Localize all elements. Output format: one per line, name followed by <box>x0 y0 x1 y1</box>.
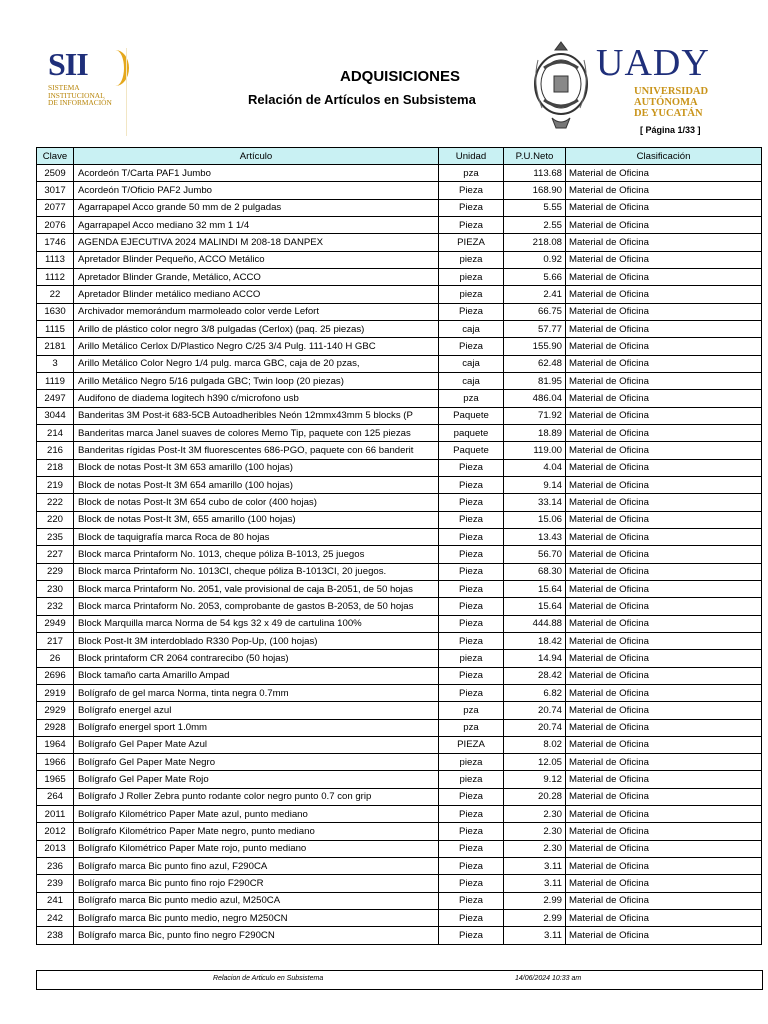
table-row <box>37 268 762 285</box>
cell-clasificacion: Material de Oficina <box>566 355 762 372</box>
cell-clasificacion: Material de Oficina <box>566 546 762 563</box>
cell-precio: 444.88 <box>504 615 566 632</box>
cell-clasificacion: Material de Oficina <box>566 615 762 632</box>
cell-unidad: Pieza <box>439 892 504 909</box>
table-row <box>37 407 762 424</box>
cell-unidad: Pieza <box>439 563 504 580</box>
table-row <box>37 355 762 372</box>
cell-clasificacion: Material de Oficina <box>566 268 762 285</box>
cell-unidad: Pieza <box>439 684 504 701</box>
cell-articulo: Block de notas Post-It 3M, 655 amarillo (100 hojas) <box>74 511 439 528</box>
cell-clave: 218 <box>37 459 74 476</box>
cell-precio: 2.30 <box>504 823 566 840</box>
cell-unidad: Pieza <box>439 303 504 320</box>
cell-precio: 2.99 <box>504 892 566 909</box>
cell-clave: 219 <box>37 476 74 493</box>
table-row <box>37 216 762 233</box>
cell-articulo: Bolígrafo Gel Paper Mate Azul <box>74 736 439 753</box>
cell-precio: 9.12 <box>504 771 566 788</box>
cell-clave: 2696 <box>37 667 74 684</box>
cell-articulo: Acordeón T/Carta PAF1 Jumbo <box>74 165 439 182</box>
cell-clasificacion: Material de Oficina <box>566 424 762 441</box>
cell-clasificacion: Material de Oficina <box>566 442 762 459</box>
cell-articulo: Bolígrafo Kilométrico Paper Mate negro, punto mediano <box>74 823 439 840</box>
cell-unidad: Pieza <box>439 806 504 823</box>
cell-unidad: Paquete <box>439 442 504 459</box>
articles-table <box>36 147 762 945</box>
cell-clave: 2929 <box>37 702 74 719</box>
cell-articulo: Block marca Printaform No. 1013, cheque póliza B-1013, 25 juegos <box>74 546 439 563</box>
cell-articulo: Bolígrafo Gel Paper Mate Rojo <box>74 771 439 788</box>
cell-clave: 2013 <box>37 840 74 857</box>
cell-clasificacion: Material de Oficina <box>566 580 762 597</box>
table-row <box>37 823 762 840</box>
cell-precio: 3.11 <box>504 927 566 944</box>
cell-unidad: PIEZA <box>439 234 504 251</box>
cell-precio: 5.66 <box>504 268 566 285</box>
cell-clasificacion: Material de Oficina <box>566 165 762 182</box>
cell-unidad: Pieza <box>439 667 504 684</box>
cell-precio: 18.89 <box>504 424 566 441</box>
cell-unidad: Paquete <box>439 407 504 424</box>
sii-logo-subtitle: SISTEMA INSTITUCIONAL DE INFORMACIÓN <box>48 83 112 108</box>
cell-articulo: Block Post-It 3M interdoblado R330 Pop-Up, (100 hojas) <box>74 632 439 649</box>
cell-clasificacion: Material de Oficina <box>566 286 762 303</box>
cell-precio: 62.48 <box>504 355 566 372</box>
footer-report-name: Relacion de Articulo en Subsistema <box>213 975 324 982</box>
cell-clave: 238 <box>37 927 74 944</box>
cell-clasificacion: Material de Oficina <box>566 528 762 545</box>
table-row <box>37 840 762 857</box>
cell-unidad: Pieza <box>439 199 504 216</box>
table-row <box>37 476 762 493</box>
column-header-articulo: Artículo <box>74 148 439 165</box>
table-row <box>37 858 762 875</box>
cell-articulo: Archivador memorándum marmoleado color verde Lefort <box>74 303 439 320</box>
cell-unidad: Pieza <box>439 528 504 545</box>
table-row <box>37 338 762 355</box>
cell-articulo: Apretador Blinder Grande, Metálico, ACCO <box>74 268 439 285</box>
table-row <box>37 303 762 320</box>
cell-clasificacion: Material de Oficina <box>566 234 762 251</box>
cell-articulo: Block marca Printaform No. 2051, vale provisional de caja B-2051, de 50 hojas <box>74 580 439 597</box>
cell-articulo: Banderitas marca Janel suaves de colores Memo Tip, paquete con 125 piezas <box>74 424 439 441</box>
cell-precio: 168.90 <box>504 182 566 199</box>
cell-clave: 3 <box>37 355 74 372</box>
cell-unidad: caja <box>439 372 504 389</box>
cell-clave: 241 <box>37 892 74 909</box>
cell-precio: 56.70 <box>504 546 566 563</box>
cell-clave: 1119 <box>37 372 74 389</box>
cell-clave: 264 <box>37 788 74 805</box>
cell-clasificacion: Material de Oficina <box>566 251 762 268</box>
cell-unidad: Pieza <box>439 476 504 493</box>
cell-articulo: Apretador Blinder metálico mediano ACCO <box>74 286 439 303</box>
cell-precio: 5.55 <box>504 199 566 216</box>
cell-clasificacion: Material de Oficina <box>566 806 762 823</box>
cell-unidad: Pieza <box>439 511 504 528</box>
cell-clasificacion: Material de Oficina <box>566 875 762 892</box>
cell-articulo: Block de notas Post-It 3M 654 amarillo (100 hojas) <box>74 476 439 493</box>
cell-articulo: Agarrapapel Acco grande 50 mm de 2 pulgadas <box>74 199 439 216</box>
sii-logo-arc <box>102 50 129 86</box>
table-row <box>37 667 762 684</box>
table-row <box>37 165 762 182</box>
cell-unidad: PIEZA <box>439 736 504 753</box>
cell-precio: 4.04 <box>504 459 566 476</box>
cell-unidad: Pieza <box>439 494 504 511</box>
cell-clave: 236 <box>37 858 74 875</box>
cell-clasificacion: Material de Oficina <box>566 788 762 805</box>
table-row <box>37 563 762 580</box>
cell-precio: 9.14 <box>504 476 566 493</box>
sii-logo-text: SII <box>48 46 88 82</box>
cell-precio: 15.64 <box>504 598 566 615</box>
cell-articulo: Arillo de plástico color negro 3/8 pulgadas (Cerlox) (paq. 25 piezas) <box>74 320 439 337</box>
table-row <box>37 390 762 407</box>
table-row <box>37 736 762 753</box>
cell-precio: 3.11 <box>504 858 566 875</box>
cell-clave: 216 <box>37 442 74 459</box>
cell-precio: 486.04 <box>504 390 566 407</box>
cell-precio: 155.90 <box>504 338 566 355</box>
cell-clave: 3044 <box>37 407 74 424</box>
cell-clasificacion: Material de Oficina <box>566 407 762 424</box>
cell-articulo: Block Marquilla marca Norma de 54 kgs 32 x 49 de cartulina 100% <box>74 615 439 632</box>
cell-clasificacion: Material de Oficina <box>566 216 762 233</box>
table-row <box>37 788 762 805</box>
cell-articulo: Arillo Metálico Cerlox D/Plastico Negro C/25 3/4 Pulg. 111-140 H GBC <box>74 338 439 355</box>
table-body <box>37 165 762 945</box>
cell-articulo: Block de notas Post-It 3M 653 amarillo (100 hojas) <box>74 459 439 476</box>
cell-unidad: pza <box>439 702 504 719</box>
table-row <box>37 875 762 892</box>
cell-clave: 2928 <box>37 719 74 736</box>
table-row <box>37 702 762 719</box>
table-row <box>37 910 762 927</box>
table-row <box>37 424 762 441</box>
table-row <box>37 650 762 667</box>
cell-unidad: Pieza <box>439 546 504 563</box>
cell-clave: 1966 <box>37 754 74 771</box>
cell-precio: 2.99 <box>504 910 566 927</box>
cell-clasificacion: Material de Oficina <box>566 372 762 389</box>
page-footer <box>36 970 763 990</box>
table-row <box>37 372 762 389</box>
table-row <box>37 632 762 649</box>
cell-articulo: Block printaform CR 2064 contrarecibo (50 hojas) <box>74 650 439 667</box>
sii-logo <box>44 46 130 114</box>
cell-clasificacion: Material de Oficina <box>566 719 762 736</box>
cell-clave: 3017 <box>37 182 74 199</box>
cell-clasificacion: Material de Oficina <box>566 667 762 684</box>
table-row <box>37 442 762 459</box>
cell-articulo: Apretador Blinder Pequeño, ACCO Metálico <box>74 251 439 268</box>
cell-clasificacion: Material de Oficina <box>566 684 762 701</box>
cell-clave: 26 <box>37 650 74 667</box>
cell-clasificacion: Material de Oficina <box>566 927 762 944</box>
cell-clave: 227 <box>37 546 74 563</box>
cell-articulo: Block marca Printaform No. 1013CI, cheque póliza B-1013CI, 20 juegos. <box>74 563 439 580</box>
cell-articulo: Acordeón T/Oficio PAF2 Jumbo <box>74 182 439 199</box>
cell-articulo: Bolígrafo marca Bic punto fino azul, F290CA <box>74 858 439 875</box>
cell-unidad: pieza <box>439 251 504 268</box>
cell-clave: 2497 <box>37 390 74 407</box>
cell-clave: 2509 <box>37 165 74 182</box>
cell-articulo: Block tamaño carta Amarillo Ampad <box>74 667 439 684</box>
cell-unidad: pza <box>439 165 504 182</box>
table-header-row <box>37 148 762 165</box>
cell-clasificacion: Material de Oficina <box>566 736 762 753</box>
cell-precio: 13.43 <box>504 528 566 545</box>
cell-clasificacion: Material de Oficina <box>566 910 762 927</box>
cell-articulo: Bolígrafo de gel marca Norma, tinta negra 0.7mm <box>74 684 439 701</box>
column-header-clasificacion: Clasificación <box>566 148 762 165</box>
cell-articulo: Bolígrafo Kilométrico Paper Mate rojo, punto mediano <box>74 840 439 857</box>
cell-clasificacion: Material de Oficina <box>566 303 762 320</box>
column-header-precio: P.U.Neto <box>504 148 566 165</box>
page-number: [ Página 1/33 ] <box>640 125 701 135</box>
page-title: ADQUISICIONES <box>339 68 460 85</box>
cell-unidad: pieza <box>439 286 504 303</box>
table-row <box>37 546 762 563</box>
cell-clasificacion: Material de Oficina <box>566 390 762 407</box>
cell-unidad: paquete <box>439 424 504 441</box>
cell-articulo: Banderitas rígidas Post-It 3M fluorescentes 686-PGO, paquete con 66 banderit <box>74 442 439 459</box>
cell-clave: 2949 <box>37 615 74 632</box>
table-row <box>37 320 762 337</box>
table-row <box>37 892 762 909</box>
cell-articulo: Bolígrafo marca Bic punto medio azul, M250CA <box>74 892 439 909</box>
cell-articulo: Block de notas Post-It 3M 654 cubo de color (400 hojas) <box>74 494 439 511</box>
uady-logo <box>596 42 710 119</box>
cell-unidad: pza <box>439 719 504 736</box>
cell-unidad: pieza <box>439 771 504 788</box>
cell-precio: 20.74 <box>504 702 566 719</box>
table-row <box>37 234 762 251</box>
cell-clasificacion: Material de Oficina <box>566 754 762 771</box>
table-row <box>37 806 762 823</box>
cell-precio: 20.74 <box>504 719 566 736</box>
cell-precio: 2.30 <box>504 840 566 857</box>
cell-precio: 12.05 <box>504 754 566 771</box>
cell-articulo: Bolígrafo J Roller Zebra punto rodante color negro punto 0.7 con grip <box>74 788 439 805</box>
cell-articulo: Audifono de diadema logitech h390 c/microfono usb <box>74 390 439 407</box>
footer-timestamp: 14/06/2024 10:33 am <box>515 975 582 982</box>
cell-articulo: Agarrapapel Acco mediano 32 mm 1 1/4 <box>74 216 439 233</box>
table-row <box>37 580 762 597</box>
cell-unidad: Pieza <box>439 875 504 892</box>
cell-clasificacion: Material de Oficina <box>566 320 762 337</box>
cell-clave: 1115 <box>37 320 74 337</box>
cell-clasificacion: Material de Oficina <box>566 858 762 875</box>
cell-clasificacion: Material de Oficina <box>566 182 762 199</box>
cell-precio: 218.08 <box>504 234 566 251</box>
cell-clasificacion: Material de Oficina <box>566 199 762 216</box>
table-row <box>37 286 762 303</box>
cell-clave: 2011 <box>37 806 74 823</box>
table-row <box>37 719 762 736</box>
cell-precio: 57.77 <box>504 320 566 337</box>
cell-clasificacion: Material de Oficina <box>566 476 762 493</box>
cell-articulo: Bolígrafo energel sport 1.0mm <box>74 719 439 736</box>
cell-unidad: Pieza <box>439 910 504 927</box>
cell-clave: 1964 <box>37 736 74 753</box>
cell-unidad: caja <box>439 320 504 337</box>
cell-precio: 8.02 <box>504 736 566 753</box>
cell-articulo: Arillo Metálico Negro 5/16 pulgada GBC; Twin loop (20 piezas) <box>74 372 439 389</box>
cell-articulo: Block de taquigrafía marca Roca de 80 hojas <box>74 528 439 545</box>
cell-precio: 15.06 <box>504 511 566 528</box>
cell-unidad: pieza <box>439 754 504 771</box>
university-seal-icon <box>530 38 592 134</box>
cell-precio: 0.92 <box>504 251 566 268</box>
cell-precio: 3.11 <box>504 875 566 892</box>
table-row <box>37 754 762 771</box>
cell-clasificacion: Material de Oficina <box>566 632 762 649</box>
cell-clave: 1746 <box>37 234 74 251</box>
cell-unidad: Pieza <box>439 182 504 199</box>
table-row <box>37 182 762 199</box>
cell-clasificacion: Material de Oficina <box>566 511 762 528</box>
cell-clave: 1965 <box>37 771 74 788</box>
cell-articulo: Bolígrafo energel azul <box>74 702 439 719</box>
cell-clave: 2012 <box>37 823 74 840</box>
cell-unidad: Pieza <box>439 216 504 233</box>
cell-clasificacion: Material de Oficina <box>566 494 762 511</box>
table-row <box>37 927 762 944</box>
cell-precio: 18.42 <box>504 632 566 649</box>
cell-unidad: Pieza <box>439 632 504 649</box>
cell-precio: 15.64 <box>504 580 566 597</box>
cell-articulo: Bolígrafo marca Bic, punto fino negro F290CN <box>74 927 439 944</box>
cell-articulo: Bolígrafo marca Bic punto medio, negro M250CN <box>74 910 439 927</box>
cell-articulo: Banderitas 3M Post-it 683-5CB Autoadheribles Neón 12mmx43mm 5 blocks (P <box>74 407 439 424</box>
table-row <box>37 684 762 701</box>
cell-clave: 217 <box>37 632 74 649</box>
cell-clave: 239 <box>37 875 74 892</box>
cell-clave: 22 <box>37 286 74 303</box>
cell-articulo: Block marca Printaform No. 2053, comprobante de gastos B-2053, de 50 hojas <box>74 598 439 615</box>
cell-precio: 2.55 <box>504 216 566 233</box>
cell-articulo: Arillo Metálico Color Negro 1/4 pulg. marca GBC, caja de 20 pzas, <box>74 355 439 372</box>
cell-articulo: Bolígrafo Gel Paper Mate Negro <box>74 754 439 771</box>
table-row <box>37 199 762 216</box>
cell-clasificacion: Material de Oficina <box>566 563 762 580</box>
cell-precio: 14.94 <box>504 650 566 667</box>
cell-clave: 2181 <box>37 338 74 355</box>
cell-clasificacion: Material de Oficina <box>566 823 762 840</box>
cell-clave: 235 <box>37 528 74 545</box>
column-header-unidad: Unidad <box>439 148 504 165</box>
logo-divider <box>126 48 127 136</box>
cell-precio: 68.30 <box>504 563 566 580</box>
cell-unidad: Pieza <box>439 459 504 476</box>
cell-unidad: caja <box>439 355 504 372</box>
cell-clave: 220 <box>37 511 74 528</box>
cell-unidad: Pieza <box>439 598 504 615</box>
table-row <box>37 494 762 511</box>
table-row <box>37 459 762 476</box>
cell-precio: 119.00 <box>504 442 566 459</box>
cell-precio: 20.28 <box>504 788 566 805</box>
cell-unidad: pza <box>439 390 504 407</box>
uady-logo-text: UADY <box>596 42 710 84</box>
table-row <box>37 598 762 615</box>
cell-unidad: Pieza <box>439 823 504 840</box>
cell-articulo: Bolígrafo Kilométrico Paper Mate azul, punto mediano <box>74 806 439 823</box>
cell-precio: 28.42 <box>504 667 566 684</box>
table-row <box>37 528 762 545</box>
cell-clave: 2077 <box>37 199 74 216</box>
cell-clasificacion: Material de Oficina <box>566 702 762 719</box>
cell-articulo: AGENDA EJECUTIVA 2024 MALINDI M 208-18 DANPEX <box>74 234 439 251</box>
cell-precio: 33.14 <box>504 494 566 511</box>
cell-unidad: pieza <box>439 650 504 667</box>
cell-precio: 71.92 <box>504 407 566 424</box>
cell-clave: 214 <box>37 424 74 441</box>
cell-clave: 242 <box>37 910 74 927</box>
cell-clave: 2076 <box>37 216 74 233</box>
cell-precio: 2.30 <box>504 806 566 823</box>
uady-logo-subtitle: UNIVERSIDAD AUTÓNOMA DE YUCATÁN <box>634 86 709 119</box>
cell-clave: 1112 <box>37 268 74 285</box>
cell-clasificacion: Material de Oficina <box>566 459 762 476</box>
cell-clasificacion: Material de Oficina <box>566 598 762 615</box>
cell-unidad: Pieza <box>439 615 504 632</box>
cell-clave: 2919 <box>37 684 74 701</box>
cell-articulo: Bolígrafo marca Bic punto fino rojo F290CR <box>74 875 439 892</box>
cell-clasificacion: Material de Oficina <box>566 840 762 857</box>
cell-precio: 6.82 <box>504 684 566 701</box>
column-header-clave: Clave <box>37 148 74 165</box>
cell-precio: 113.68 <box>504 165 566 182</box>
cell-unidad: Pieza <box>439 840 504 857</box>
cell-clave: 230 <box>37 580 74 597</box>
cell-clave: 1630 <box>37 303 74 320</box>
cell-clasificacion: Material de Oficina <box>566 338 762 355</box>
table-row <box>37 251 762 268</box>
cell-unidad: Pieza <box>439 858 504 875</box>
cell-clave: 229 <box>37 563 74 580</box>
cell-precio: 81.95 <box>504 372 566 389</box>
table-row <box>37 511 762 528</box>
cell-unidad: Pieza <box>439 580 504 597</box>
cell-clasificacion: Material de Oficina <box>566 650 762 667</box>
cell-unidad: Pieza <box>439 927 504 944</box>
cell-precio: 66.75 <box>504 303 566 320</box>
cell-clasificacion: Material de Oficina <box>566 892 762 909</box>
cell-clasificacion: Material de Oficina <box>566 771 762 788</box>
cell-clave: 232 <box>37 598 74 615</box>
table-row <box>37 615 762 632</box>
cell-unidad: Pieza <box>439 338 504 355</box>
table-row <box>37 771 762 788</box>
cell-precio: 2.41 <box>504 286 566 303</box>
page-subtitle: Relación de Artículos en Subsistema <box>248 92 476 107</box>
cell-unidad: Pieza <box>439 788 504 805</box>
cell-clave: 1113 <box>37 251 74 268</box>
cell-clave: 222 <box>37 494 74 511</box>
cell-unidad: pieza <box>439 268 504 285</box>
